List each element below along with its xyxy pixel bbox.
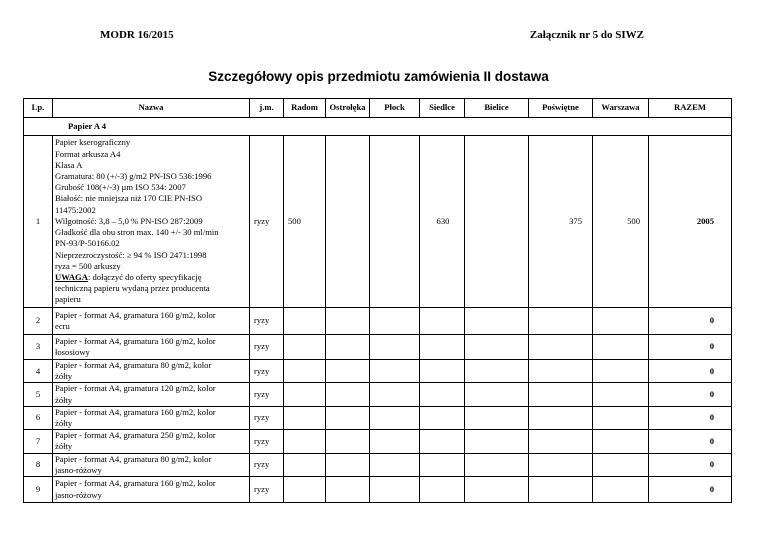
- row-unit: ryzy: [250, 477, 284, 503]
- qty-radom: [284, 308, 326, 335]
- row-description: [53, 430, 250, 453]
- qty-warszawa: [593, 430, 649, 453]
- column-header-unit: j.m.: [250, 99, 284, 118]
- qty-poswietne: [529, 360, 593, 383]
- row-total: 0: [649, 308, 732, 335]
- qty-poswietne: [529, 453, 593, 476]
- qty-radom: [284, 406, 326, 429]
- row-lp: 2: [24, 308, 53, 335]
- qty-bielice: [465, 136, 529, 308]
- row-lp: 7: [24, 430, 53, 453]
- description-line: Wilgotność: 3,8 – 5,0 % PN-ISO 287:2009: [55, 215, 203, 226]
- description-line: Papier kserograficzny: [55, 137, 131, 148]
- attachment-label: Załącznik nr 5 do SIWZ: [529, 29, 644, 41]
- specification-table: [23, 98, 732, 503]
- qty-warszawa: [593, 383, 649, 406]
- column-header-warszawa: Warszawa: [593, 99, 649, 118]
- qty-radom: [284, 477, 326, 503]
- description-line: Papier - format A4, gramatura 160 g/m2, kolor: [55, 335, 216, 346]
- description-line: żółty: [55, 371, 73, 382]
- description-line: jasno-różowy: [55, 464, 102, 475]
- description-line: żółty: [55, 394, 73, 405]
- description-line: Gramatura: 80 (+/-3) g/m2 PN-ISO 536:1996: [55, 171, 212, 182]
- row-total: 0: [649, 383, 732, 406]
- qty-bielice: [465, 360, 529, 383]
- row-unit: ryzy: [250, 308, 284, 335]
- table-row: [24, 406, 732, 429]
- qty-warszawa: [593, 360, 649, 383]
- qty-plock: [370, 406, 420, 429]
- qty-radom: [284, 383, 326, 406]
- table-row: [24, 383, 732, 406]
- description-line: PN-93/P-50166.02: [55, 238, 120, 249]
- row-total: 0: [649, 453, 732, 476]
- qty-poswietne: [529, 430, 593, 453]
- row-description: [53, 383, 250, 406]
- qty-plock: [370, 360, 420, 383]
- qty-siedlce: 630: [420, 136, 465, 308]
- qty-siedlce: [420, 477, 465, 503]
- qty-ostroleka: [326, 136, 370, 308]
- qty-plock: [370, 453, 420, 476]
- row-description: [53, 477, 250, 503]
- column-header-bielice: Bielice: [465, 99, 529, 118]
- column-header-total: RAZEM: [649, 99, 732, 118]
- qty-plock: [370, 430, 420, 453]
- uwaga-label: UWAGA: [55, 271, 88, 282]
- row-lp: 8: [24, 453, 53, 476]
- qty-warszawa: [593, 406, 649, 429]
- qty-warszawa: [593, 335, 649, 360]
- row-unit: ryzy: [250, 453, 284, 476]
- column-header-plock: Płock: [370, 99, 420, 118]
- description-line: jasno-różowy: [55, 489, 102, 500]
- column-header-poswietne: Poświętne: [529, 99, 593, 118]
- row-lp: 5: [24, 383, 53, 406]
- table-row: [24, 453, 732, 476]
- description-line: Papier - format A4, gramatura 120 g/m2, kolor: [55, 383, 216, 394]
- description-line: 11475:2002: [55, 204, 96, 215]
- row-lp: 9: [24, 477, 53, 503]
- qty-radom: [284, 453, 326, 476]
- row-total: 2005: [649, 136, 732, 308]
- table-row: [24, 477, 732, 503]
- column-header-siedlce: Siedlce: [420, 99, 465, 118]
- qty-plock: [370, 335, 420, 360]
- row-description: [53, 136, 250, 308]
- qty-warszawa: [593, 308, 649, 335]
- qty-ostroleka: [326, 430, 370, 453]
- uwaga-line-2: techniczną papieru wydaną przez producenta: [55, 283, 210, 294]
- row-description: [53, 335, 250, 360]
- document-reference: MODR 16/2015: [100, 29, 174, 41]
- row-lp: 6: [24, 406, 53, 429]
- description-line: Format arkusza A4: [55, 148, 121, 159]
- description-line: Papier - format A4, gramatura 250 g/m2, kolor: [55, 430, 216, 441]
- uwaga-line-3: papieru: [55, 294, 81, 305]
- qty-radom: [284, 335, 326, 360]
- qty-siedlce: [420, 406, 465, 429]
- qty-ostroleka: [326, 383, 370, 406]
- table-row: [24, 308, 732, 335]
- uwaga-line: [55, 272, 247, 283]
- qty-warszawa: 500: [593, 136, 649, 308]
- row-total: 0: [649, 430, 732, 453]
- qty-ostroleka: [326, 406, 370, 429]
- qty-siedlce: [420, 360, 465, 383]
- qty-plock: [370, 136, 420, 308]
- qty-ostroleka: [326, 335, 370, 360]
- qty-poswietne: [529, 406, 593, 429]
- qty-plock: [370, 477, 420, 503]
- qty-poswietne: 375: [529, 136, 593, 308]
- table-header-row: [24, 99, 732, 118]
- section-label: Papier A 4: [24, 118, 732, 136]
- description-line: ryza = 500 arkuszy: [55, 260, 121, 271]
- row-total: 0: [649, 477, 732, 503]
- qty-poswietne: [529, 308, 593, 335]
- uwaga-text: : dołączyć do oferty specyfikację: [87, 271, 202, 282]
- description-line: żółty: [55, 441, 73, 452]
- description-line: Nieprzezroczystość: ≥ 94 % ISO 2471:1998: [55, 249, 207, 260]
- qty-siedlce: [420, 308, 465, 335]
- description-line: Białość: nie mniejsza niż 170 CIE PN-ISO: [55, 193, 203, 204]
- row-description: [53, 308, 250, 335]
- qty-poswietne: [529, 335, 593, 360]
- qty-bielice: [465, 430, 529, 453]
- row-total: 0: [649, 406, 732, 429]
- qty-bielice: [465, 406, 529, 429]
- description-line: Papier - format A4, gramatura 160 g/m2, kolor: [55, 478, 216, 489]
- description-line: Papier - format A4, gramatura 160 g/m2, kolor: [55, 406, 216, 417]
- column-header-name: Nazwa: [53, 99, 250, 118]
- qty-bielice: [465, 477, 529, 503]
- qty-poswietne: [529, 477, 593, 503]
- row-total: 0: [649, 360, 732, 383]
- description-lines: [55, 137, 247, 271]
- qty-ostroleka: [326, 477, 370, 503]
- qty-bielice: [465, 453, 529, 476]
- row-total: 0: [649, 335, 732, 360]
- qty-bielice: [465, 335, 529, 360]
- description-line: Gładkość dla obu stron max. 140 +/- 30 ml/min: [55, 227, 219, 238]
- row-unit: ryzy: [250, 406, 284, 429]
- qty-radom: [284, 430, 326, 453]
- row-lp: 1: [24, 136, 53, 308]
- qty-ostroleka: [326, 360, 370, 383]
- qty-siedlce: [420, 383, 465, 406]
- qty-poswietne: [529, 383, 593, 406]
- row-description: [53, 406, 250, 429]
- qty-bielice: [465, 308, 529, 335]
- page-title: Szczegółowy opis przedmiotu zamówienia II dostawa: [208, 69, 549, 84]
- row-unit: ryzy: [250, 383, 284, 406]
- table-row: [24, 360, 732, 383]
- column-header-radom: Radom: [284, 99, 326, 118]
- qty-radom: 500: [284, 136, 326, 308]
- qty-ostroleka: [326, 308, 370, 335]
- description-line: Klasa A: [55, 159, 83, 170]
- column-header-lp: Lp.: [24, 99, 53, 118]
- qty-siedlce: [420, 335, 465, 360]
- description-line: Papier - format A4, gramatura 80 g/m2, kolor: [55, 453, 212, 464]
- row-unit: ryzy: [250, 136, 284, 308]
- section-row: [24, 118, 732, 136]
- description-line: Grubość 108(+/-3) µm ISO 534: 2007: [55, 182, 186, 193]
- row-lp: 3: [24, 335, 53, 360]
- qty-ostroleka: [326, 453, 370, 476]
- qty-bielice: [465, 383, 529, 406]
- row-unit: ryzy: [250, 335, 284, 360]
- qty-warszawa: [593, 453, 649, 476]
- qty-siedlce: [420, 453, 465, 476]
- table-row: [24, 430, 732, 453]
- qty-plock: [370, 383, 420, 406]
- table-row: [24, 335, 732, 360]
- row-lp: 4: [24, 360, 53, 383]
- row-description: [53, 360, 250, 383]
- row-unit: ryzy: [250, 430, 284, 453]
- qty-warszawa: [593, 477, 649, 503]
- description-line: łososiowy: [55, 347, 90, 357]
- table-row: [24, 136, 732, 308]
- row-description: [53, 453, 250, 476]
- description-line: ecru: [55, 321, 70, 331]
- qty-siedlce: [420, 430, 465, 453]
- row-unit: ryzy: [250, 360, 284, 383]
- description-line: żółty: [55, 418, 73, 429]
- qty-radom: [284, 360, 326, 383]
- description-line: Papier - format A4, gramatura 80 g/m2, kolor: [55, 360, 212, 370]
- description-line: Papier - format A4, gramatura 160 g/m2, kolor: [55, 309, 216, 320]
- qty-plock: [370, 308, 420, 335]
- column-header-ostroleka: Ostrołęka: [326, 99, 370, 118]
